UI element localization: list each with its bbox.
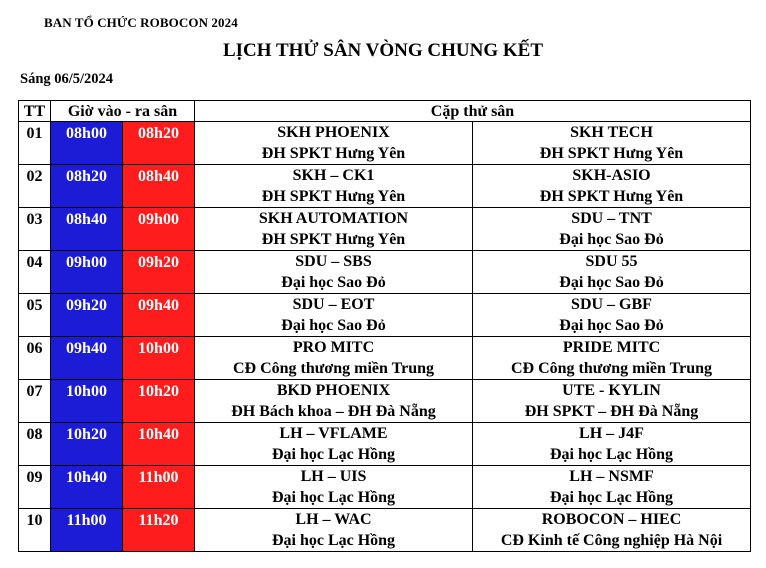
time-out: 09h20 [138,254,179,271]
team-1-cell [195,122,473,165]
time-out-cell [123,294,195,337]
session-date: Sáng 06/5/2024 [20,71,114,87]
time-in: 09h20 [66,297,107,314]
row-number-text: 02 [26,168,43,185]
time-in: 11h00 [66,512,107,529]
team-1-cell [195,294,473,337]
team-2-name: LH – J4F [579,425,644,442]
time-out: 09h40 [138,297,179,314]
table-row [19,466,751,509]
time-out: 10h40 [138,426,179,443]
row-number [19,122,51,165]
team-2-name: LH – NSMF [569,468,654,485]
time-in-cell [51,466,123,509]
team-1-school: Đại học Lạc Hồng [271,532,396,549]
row-number-text: 06 [26,340,43,357]
team-2-name: SDU 55 [585,253,638,270]
row-number-text: 04 [26,254,43,271]
team-2-school: ĐH SPKT – ĐH Đà Nẵng [524,403,699,420]
header-row [19,101,751,122]
time-in-cell [51,337,123,380]
row-number-text: 03 [26,211,43,228]
team-1-cell [195,208,473,251]
time-in-cell [51,509,123,552]
team-2-cell [473,509,751,552]
time-out: 11h00 [138,469,179,486]
team-1-name: LH – WAC [295,511,372,528]
header-time: Giờ vào - ra sân [51,101,195,122]
team-1-school: CĐ Công thương miền Trung [232,360,434,377]
team-1-school: ĐH SPKT Hưng Yên [261,188,406,205]
team-1-name: BKD PHOENIX [276,382,391,399]
time-in: 08h20 [66,168,107,185]
team-2-cell [473,380,751,423]
row-number [19,251,51,294]
team-1-name: PRO MITC [292,339,375,356]
time-in-cell [51,251,123,294]
row-number [19,208,51,251]
time-in: 08h40 [66,211,107,228]
time-out-cell [123,509,195,552]
time-in-cell [51,208,123,251]
team-1-name: SKH AUTOMATION [258,210,409,227]
time-in-cell [51,165,123,208]
team-1-school: ĐH Bách khoa – ĐH Đà Nẵng [231,403,436,420]
team-2-school: ĐH SPKT Hưng Yên [539,145,684,162]
team-2-school: Đại học Sao Đỏ [559,317,664,334]
time-in: 10h00 [66,383,107,400]
team-1-cell [195,423,473,466]
team-2-cell [473,294,751,337]
row-number [19,466,51,509]
schedule-table [18,100,751,552]
row-number [19,337,51,380]
row-number [19,294,51,337]
row-number-text: 01 [26,125,43,142]
team-1-name: SKH – CK1 [292,167,375,184]
team-1-name: SDU – SBS [295,253,372,270]
team-2-cell [473,466,751,509]
team-2-cell [473,423,751,466]
team-2-name: PRIDE MITC [562,339,661,356]
team-2-cell [473,208,751,251]
team-2-cell [473,337,751,380]
time-out: 10h00 [138,340,179,357]
team-2-name: SKH-ASIO [572,167,651,184]
team-2-school: Đại học Sao Đỏ [559,274,664,291]
time-in-cell [51,294,123,337]
team-1-school: Đại học Lạc Hồng [271,446,396,463]
team-1-school: Đại học Sao Đỏ [281,274,386,291]
team-1-name: LH – VFLAME [279,425,388,442]
team-2-school: Đại học Lạc Hồng [549,489,674,506]
table-row [19,294,751,337]
team-1-cell [195,165,473,208]
team-2-school: Đại học Lạc Hồng [549,446,674,463]
row-number [19,423,51,466]
table-row [19,251,751,294]
row-number-text: 08 [26,426,43,443]
team-2-school: CĐ Công thương miền Trung [510,360,712,377]
team-2-school: Đại học Sao Đỏ [559,231,664,248]
table-row [19,208,751,251]
team-2-cell [473,251,751,294]
team-1-cell [195,466,473,509]
time-out: 08h20 [138,125,179,142]
time-out: 09h00 [138,211,179,228]
team-2-name: UTE - KYLIN [562,382,661,399]
time-out: 10h20 [138,383,179,400]
time-out-cell [123,251,195,294]
team-1-school: ĐH SPKT Hưng Yên [261,145,406,162]
team-2-school: CĐ Kinh tế Công nghiệp Hà Nội [500,532,723,549]
team-1-school: Đại học Lạc Hồng [271,489,396,506]
team-2-name: SDU – TNT [571,210,652,227]
team-1-cell [195,337,473,380]
team-1-school: ĐH SPKT Hưng Yên [261,231,406,248]
time-out-cell [123,208,195,251]
time-out-cell [123,122,195,165]
row-number [19,165,51,208]
team-1-name: LH – UIS [300,468,367,485]
row-number [19,380,51,423]
team-2-cell [473,122,751,165]
time-out-cell [123,466,195,509]
time-out-cell [123,337,195,380]
time-in: 08h00 [66,125,107,142]
team-1-name: SKH PHOENIX [277,124,390,141]
time-out: 11h20 [138,512,179,529]
team-2-name: SKH TECH [570,124,653,141]
table-row [19,509,751,552]
row-number-text: 05 [26,297,43,314]
team-1-school: Đại học Sao Đỏ [281,317,386,334]
table-row [19,122,751,165]
header-pair: Cặp thử sân [195,101,751,122]
table-row [19,423,751,466]
table-row [19,165,751,208]
time-in: 10h20 [66,426,107,443]
time-in-cell [51,122,123,165]
team-1-name: SDU – EOT [292,296,375,313]
row-number [19,509,51,552]
team-2-school: ĐH SPKT Hưng Yên [539,188,684,205]
header-tt: TT [19,101,51,122]
time-in: 09h00 [66,254,107,271]
team-1-cell [195,509,473,552]
row-number-text: 07 [26,383,43,400]
time-out-cell [123,380,195,423]
team-2-name: ROBOCON – HIEC [541,511,682,528]
time-in-cell [51,380,123,423]
time-in-cell [51,423,123,466]
time-out-cell [123,423,195,466]
team-2-name: SDU – GBF [571,296,652,313]
organizer-heading: BAN TỔ CHỨC ROBOCON 2024 [44,15,238,30]
time-out: 08h40 [138,168,179,185]
team-2-cell [473,165,751,208]
row-number-text: 10 [26,512,43,529]
table-row [19,337,751,380]
time-in: 09h40 [66,340,107,357]
page-title: LỊCH THỬ SÂN VÒNG CHUNG KẾT [222,40,544,61]
team-1-cell [195,380,473,423]
time-out-cell [123,165,195,208]
time-in: 10h40 [66,469,107,486]
row-number-text: 09 [26,469,43,486]
table-row [19,380,751,423]
team-1-cell [195,251,473,294]
